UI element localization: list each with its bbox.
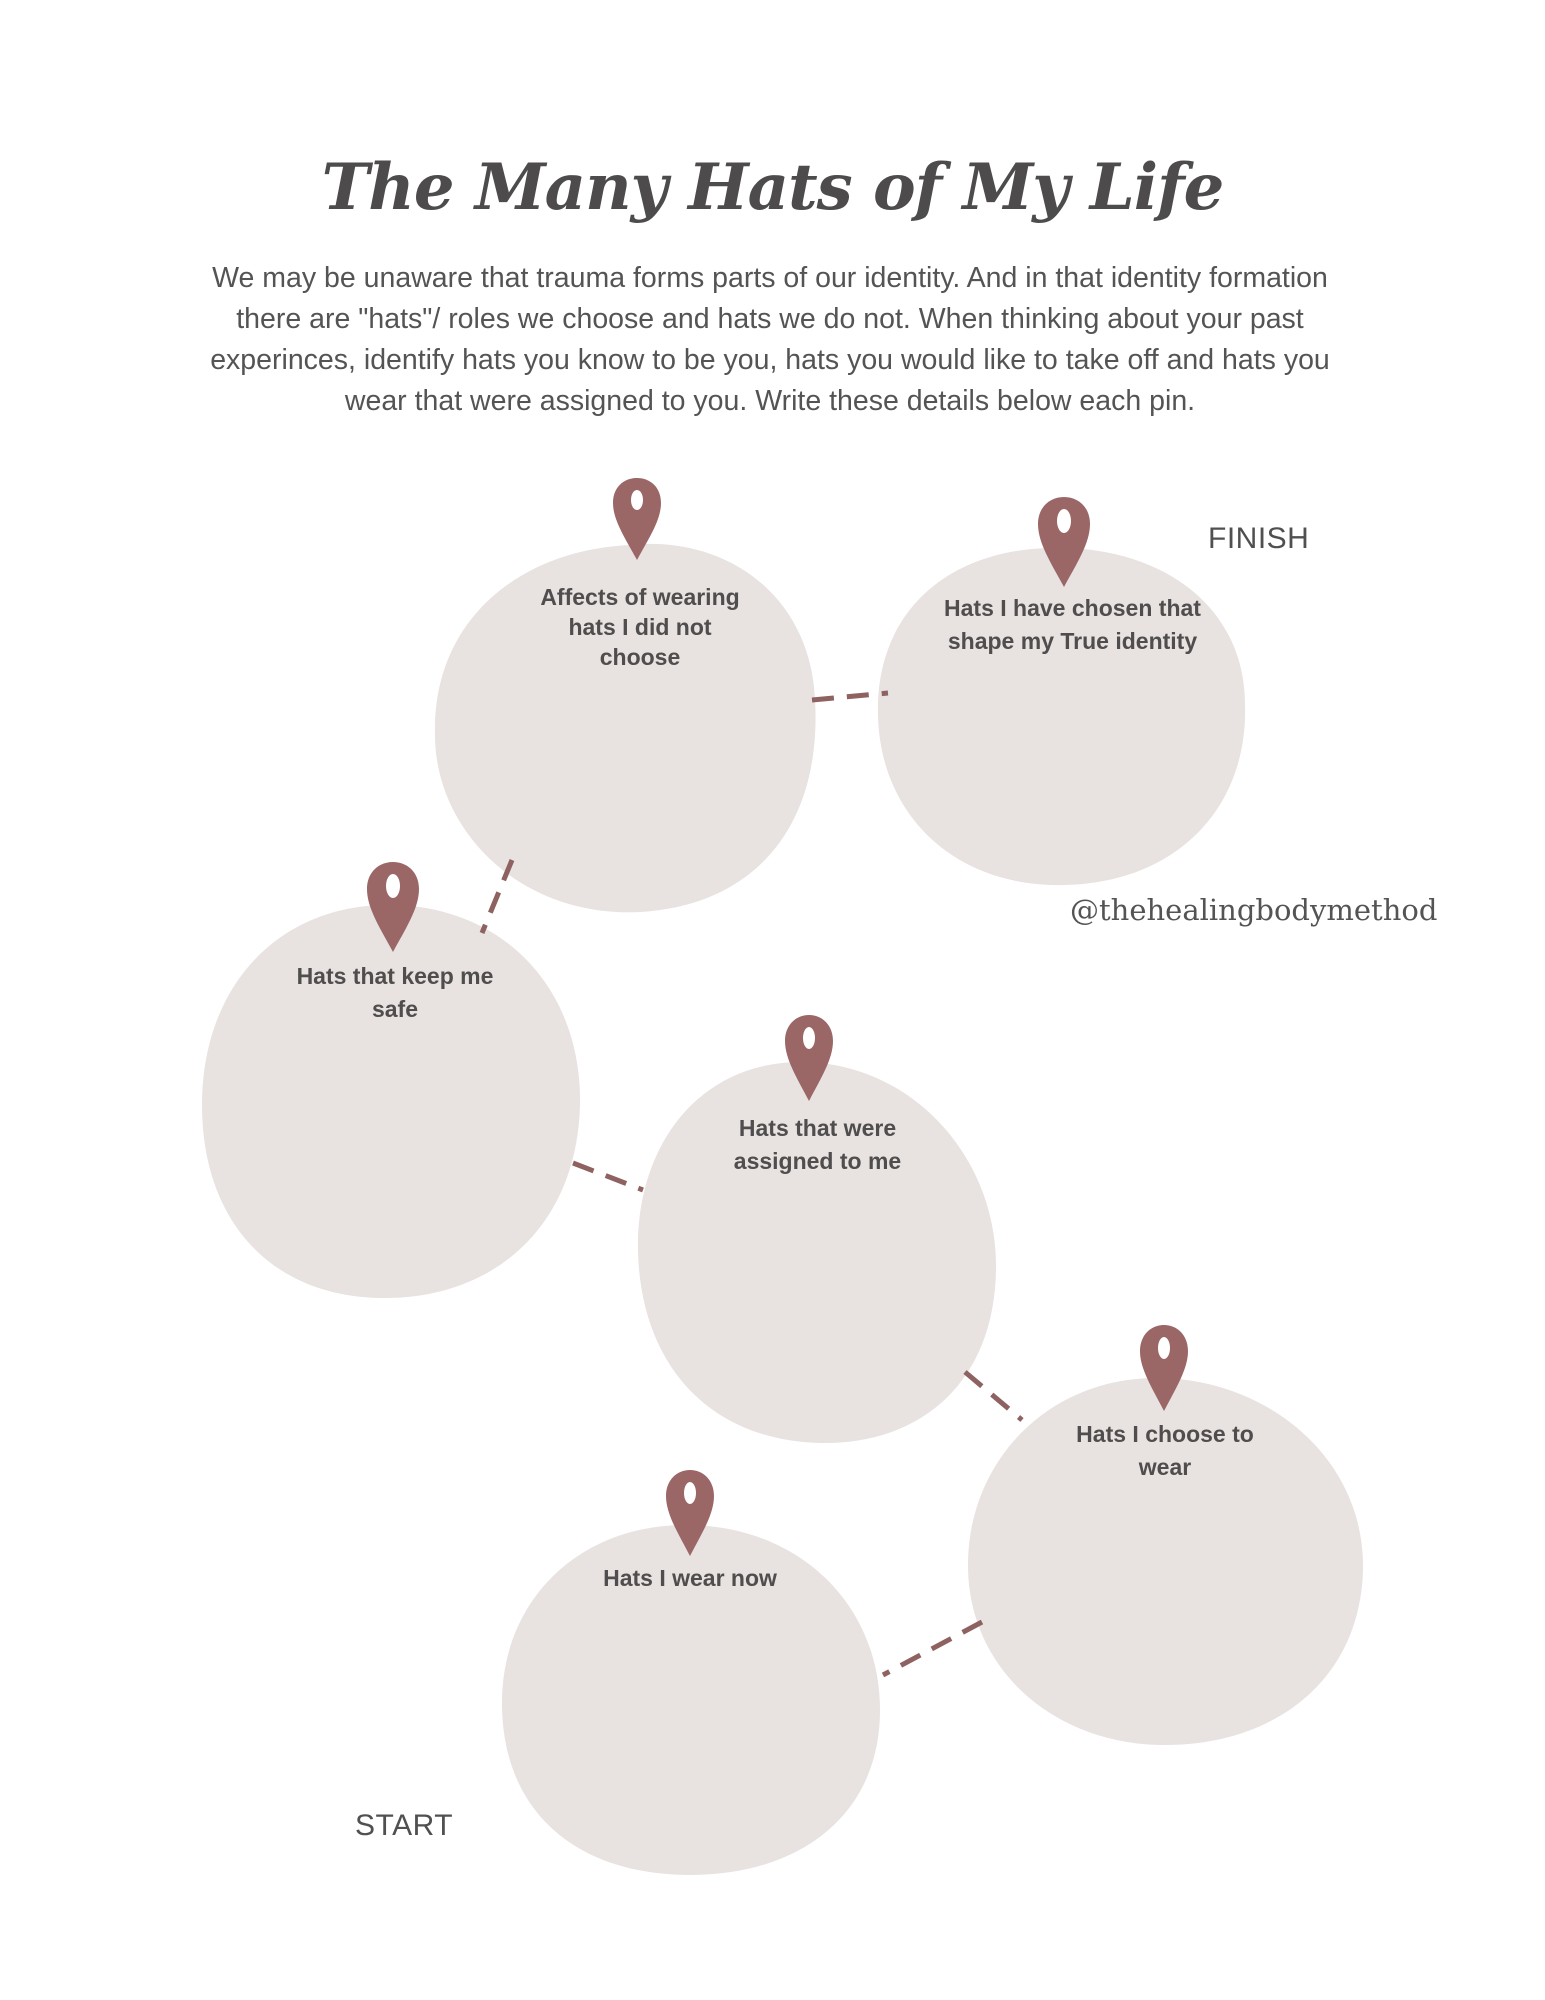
finish-label: FINISH [1208,522,1310,555]
circle-label: Hats that keep me safe [296,963,494,1022]
connector-line [883,1622,982,1675]
circle-label: Hats I have chosen that shape my True identity [944,595,1201,654]
connector-line [812,693,888,700]
connector-line [482,860,512,933]
circle-label: Hats I wear now [603,1565,777,1591]
page-title: The Many Hats of My Life [321,150,1224,225]
connector-line [573,1163,643,1190]
circle-label: Affects of wearing hats I did not choose [540,584,740,670]
social-handle: @thehealingbodymethod [1070,893,1438,927]
circle-label: Hats I choose to wear [1076,1421,1254,1480]
connector-line [965,1372,1022,1420]
circle-label: Hats that were assigned to me [733,1115,902,1174]
intro-paragraph: We may be unaware that trauma forms parts of our identity. And in that identity formation there are "hats"/ roles we choose and hats we do not. When thinking about your past experinces, identify hats you know to be you, hats you would like to take off and hats you wear that were assigned to you. Write these details below each pin. [210,262,1330,417]
start-label: START [355,1809,454,1842]
